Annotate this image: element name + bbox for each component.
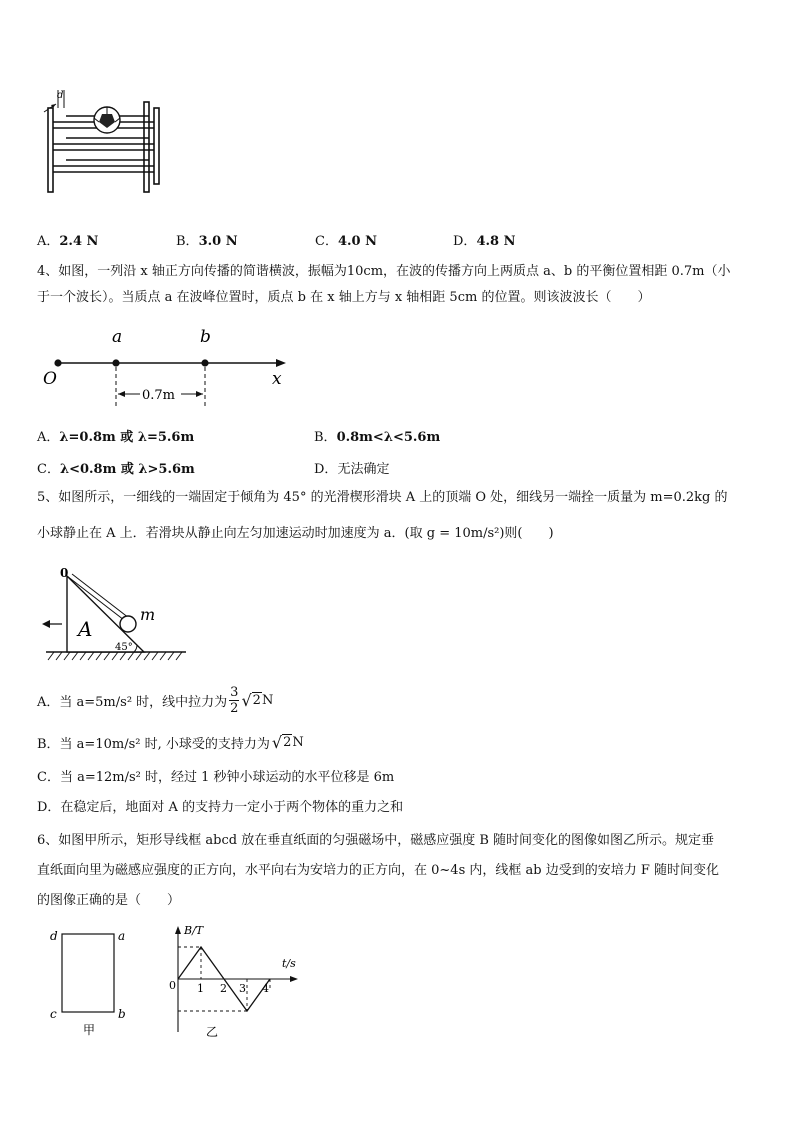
q3-option-c: C．4.0 N [315, 234, 377, 249]
q4-stem-line2: 于一个波长）。当质点 a 在波峰位置时，质点 b 在 x 轴上方与 x 轴相距 5cm 的位置。则该波波长（ ） [37, 290, 651, 305]
q4-option-c: C．λ<0.8m 或 λ>5.6m [37, 462, 195, 477]
q6-stem-line3: 的图像正确的是（ ） [37, 893, 181, 908]
q4-option-b: B．0.8m<λ<5.6m [314, 430, 441, 445]
q5-option-a-fraction: 3 2 [230, 684, 239, 716]
q5-option-d: D．在稳定后，地面对 A 的支持力一定小于两个物体的重力之和 [37, 800, 404, 815]
q5-option-b: B．当 a=10m/s² 时, 小球受的支持力为 √ 2 N [37, 732, 304, 752]
q6-frame-label-d: d [50, 929, 58, 943]
q3-option-d: D．4.8 N [453, 234, 516, 249]
q6-graph-ylabel: B/T [184, 924, 204, 937]
q5-stem-line2: 小球静止在 A 上．若滑块从静止向左匀加速运动时加速度为 a．(取 g = 10m/s²)则( ) [37, 526, 554, 541]
q6-graph-origin: 0 [169, 979, 176, 992]
shelf-figure [36, 86, 166, 196]
q6-graph-tick-2: 2 [220, 982, 227, 995]
q6-stem-line2: 直纸面向里为磁感应强度的正方向，水平向右为安培力的正方向，在 0~4s 内，线框 ab 边受到的安培力 F 随时间变化 [37, 863, 719, 878]
q4-wave-axis-figure [38, 324, 298, 412]
q6-frame-label-a: a [118, 929, 126, 943]
q4-stem-line1: 4、如图，一列沿 x 轴正方向传播的简谐横波，振幅为10cm，在波的传播方向上两质点 a、b 的平衡位置相距 0.7m（小 [37, 264, 731, 279]
q6-graph-tick-1: 1 [197, 982, 204, 995]
q5-option-c: C．当 a=12m/s² 时，经过 1 秒钟小球运动的水平位移是 6m [37, 770, 395, 785]
q5-label-angle: 45° [115, 642, 133, 653]
q5-label-o: 0 [60, 566, 69, 580]
q3-option-a: A．2.4 N [37, 234, 99, 249]
q6-frame-label-c: c [50, 1007, 57, 1021]
q6-stem-line1: 6、如图甲所示，矩形导线框 abcd 放在垂直纸面的匀强磁场中，磁感应强度 B 随时间变化的图像如图乙所示。规定垂 [37, 833, 715, 848]
q4-option-a: A．λ=0.8m 或 λ=5.6m [37, 430, 195, 445]
q4-label-a: a [112, 327, 123, 347]
q6-graph-tick-3: 3 [239, 982, 246, 995]
q6-frame-figure [46, 924, 136, 1040]
q5-stem-line1: 5、如图所示，一细线的一端固定于倾角为 45° 的光滑楔形滑块 A 上的顶端 O 处，细线另一端拴一质量为 m=0.2kg 的 [37, 490, 728, 505]
q4-option-d: D．无法确定 [314, 462, 390, 477]
q5-label-m: m [140, 605, 156, 624]
q4-label-x: x [272, 369, 282, 389]
q6-graph-caption: 乙 [206, 1025, 219, 1039]
q6-graph-xlabel: t/s [282, 957, 296, 970]
q6-frame-caption: 甲 [83, 1023, 96, 1037]
q6-frame-label-b: b [118, 1007, 126, 1021]
q6-bt-graph [164, 922, 314, 1044]
q4-distance-label: 0.7m [142, 388, 176, 403]
q5-wedge-figure [40, 566, 190, 666]
shelf-label-d: d [57, 90, 64, 101]
q6-graph-tick-4: 4 [262, 982, 269, 995]
q3-option-b: B．3.0 N [176, 234, 238, 249]
q4-label-b: b [200, 327, 211, 347]
q5-label-a: A [78, 617, 93, 641]
q5-option-a: A．当 a=5m/s² 时，线中拉力为 3 2 √ 2 N [37, 684, 274, 716]
q4-label-origin: O [43, 369, 57, 389]
